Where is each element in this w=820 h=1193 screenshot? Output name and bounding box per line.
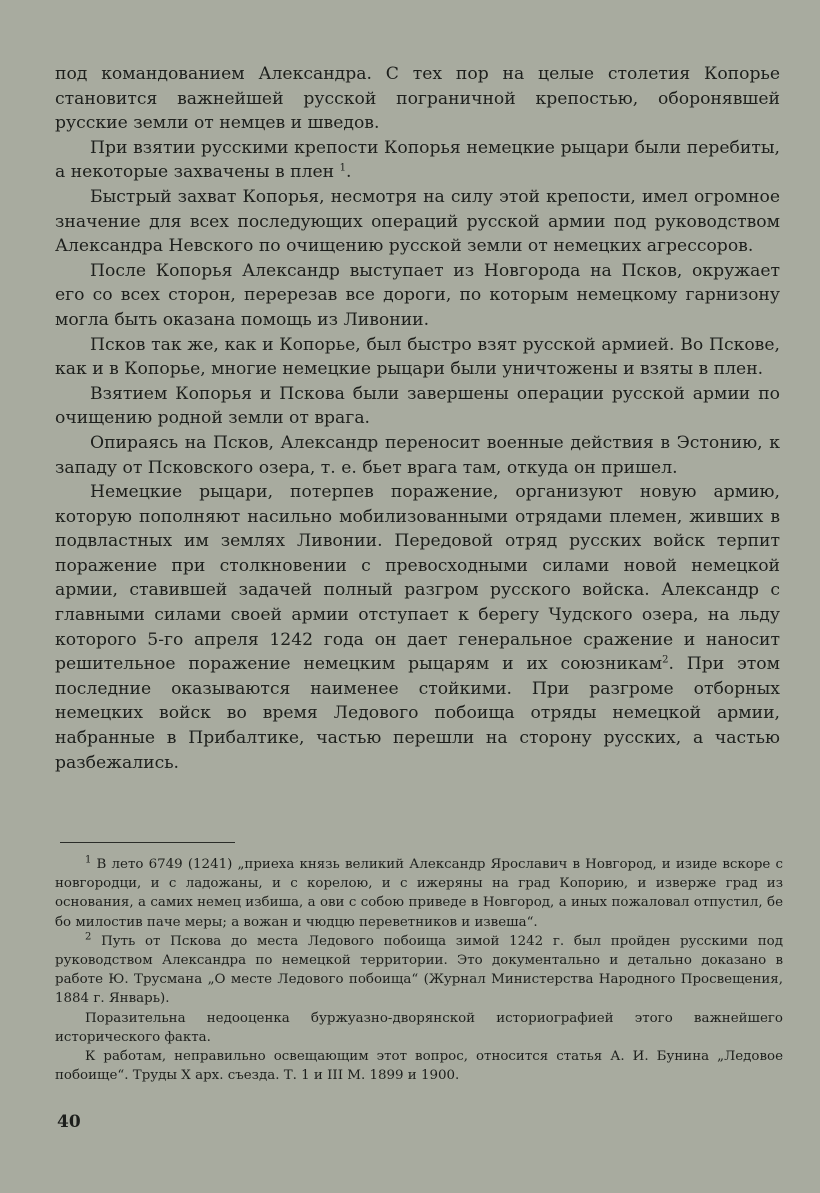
paragraph-text: . При этом последние оказываются наименее стойкими. При разгроме отборных немецких войск во время Ледового побоища отряды немецкой армии, набранные в Прибалтике, частью перешли на сторону русских, а частью разбежались. [55, 654, 780, 773]
footnote-divider [60, 842, 235, 843]
paragraph: Псков так же, как и Копорье, был быстро взят русской армией. Во Пскове, как и в Копорье, многие немецкие рыцари были уничтожены и взяты в плен. [55, 334, 780, 380]
footnote-mark: 1 [339, 162, 346, 174]
footnote-mark: 1 [85, 854, 92, 866]
footnote [55, 855, 783, 932]
page-number: 40 [57, 1112, 81, 1132]
main-text [55, 62, 780, 775]
footnote-mark: 2 [662, 654, 669, 666]
paragraph: После Копорья Александр выступает из Новгорода на Псков, окружает его со всех сторон, перерезав все дороги, по которым немецкому гарнизону могла быть оказана помощь из Ливонии. [55, 260, 780, 330]
paragraph: под командованием Александра. С тех пор на целые столетия Копорье становится важнейшей русской пограничной крепостью, оборонявшей русские земли от немцев и шведов. [55, 64, 780, 134]
footnote: К работам, неправильно освещающим этот вопрос, относится статья А. И. Бунина „Ледовое побоище“. Труды X арх. съезда. Т. 1 и III М. 1899 и 1900. [55, 1049, 783, 1084]
footnotes [55, 855, 783, 1085]
footnote [55, 932, 783, 1009]
footnote-text: В лето 6749 (1241) „приеха князь великий Александр Ярославич в Новгород, и изиде вскоре с новгородци, и с ладожаны, и с корелою, и с ижеряны на град Копорию, и изверже град из основания, а самих немец избиша, а ови с собою приведе в Новгород, а иных пожаловал отпустил, бе бо милостив паче меры; а вожан и чюдцю переветников и извеша“. [55, 857, 783, 930]
paragraph-text: При взятии русскими крепости Копорья немецкие рыцари были перебиты, а некоторые захвачены в плен [55, 137, 780, 183]
paragraph-text: Немецкие рыцари, потерпев поражение, организуют новую армию, которую пополняют насильно мобилизованными отрядами племен, живших в подвластных им землях Ливонии. Передовой отряд русских войск терпит поражение при столкновении с превосходными силами новой немецкой армии, ставившей задачей полный разгром русского войска. Александр с главными силами своей армии отступает к берегу Чудского озера, на льду которого 5-го апреля 1242 года он дает генеральное сражение и наносит решительное поражение немецким рыцарям и их союзникам [55, 482, 780, 675]
paragraph: Опираясь на Псков, Александр переносит военные действия в Эстонию, к западу от Псковского озера, т. е. бьет врага там, откуда он пришел. [55, 432, 780, 478]
paragraph [55, 480, 780, 775]
paragraph: При взятии русскими крепости Копорья немецкие рыцари были перебиты, а некоторые захвачены в плен $^1$. [55, 137, 780, 183]
footnote-text: Путь от Пскова до места Ледового побоища зимой 1242 г. был пройден русскими под руководством Александра по немецкой территории. Это документально и детально доказано в работе Ю. Трусмана „О месте Ледового побоища“ (Журнал Министерства Народного Просвещения, 1884 г. Январь). [55, 933, 783, 1007]
footnote-mark: 2 [85, 931, 92, 943]
paragraph: Взятием Копорья и Пскова были завершены операции русской армии по очищению родной земли от врага. [55, 383, 780, 429]
paragraph: Быстрый захват Копорья, несмотря на силу этой крепости, имел огромное значение для всех последующих операций русской армии под руководством Александра Невского по очищению русской земли от немецких агрессоров. [55, 186, 780, 257]
footnote: Поразительна недооценка буржуазно-дворянской историографией этого важнейшего исторического факта. [55, 1010, 783, 1045]
